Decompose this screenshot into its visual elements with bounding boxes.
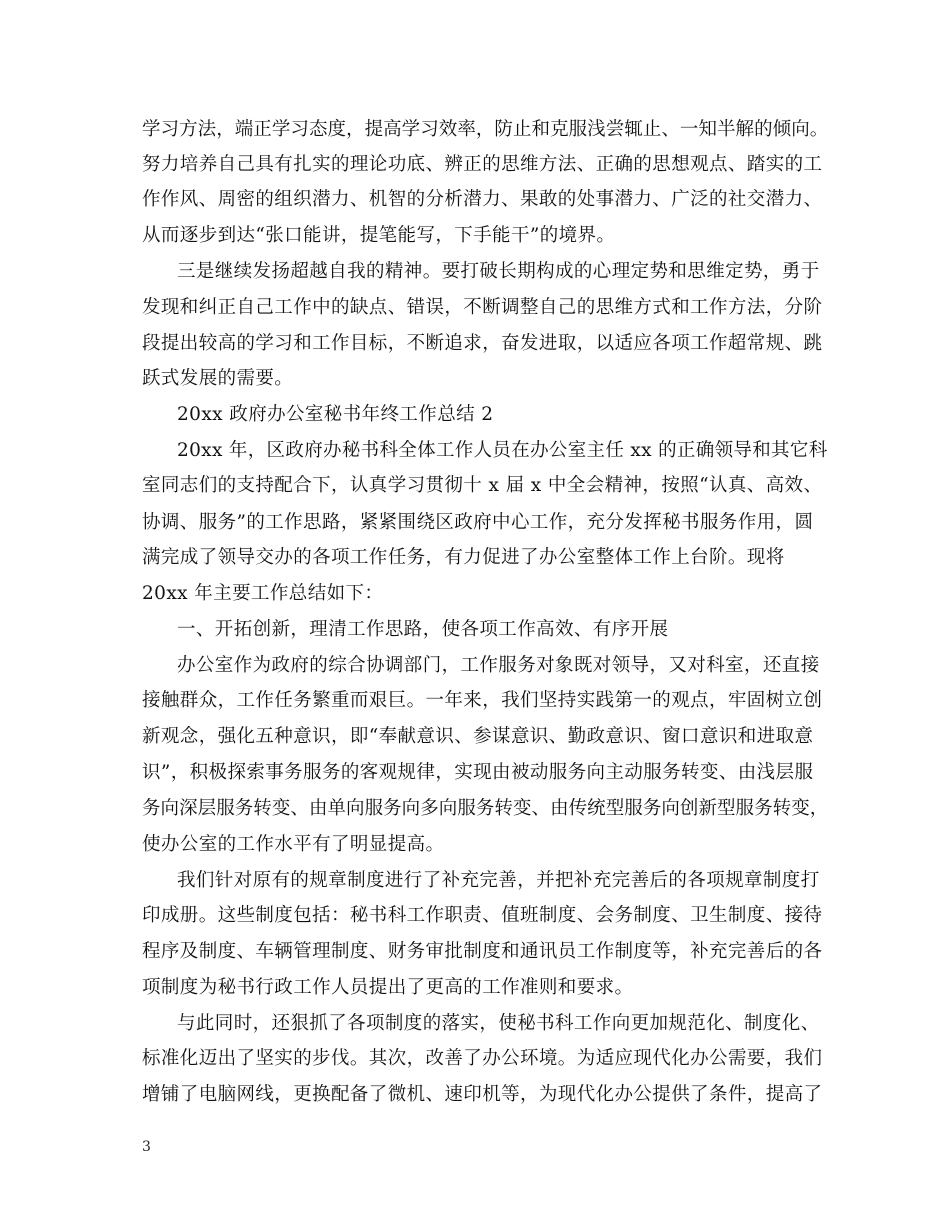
paragraph-start-line: 20xx 年，区政府办秘书科全体工作人员在办公室主任 xx 的正确领导和其它科	[177, 440, 828, 461]
page-number: 3	[142, 1139, 151, 1155]
text-line: 满完成了领导交办的各项工作任务，有力促进了办公室整体工作上台阶。现将	[142, 547, 785, 568]
text-line: 跃式发展的需要。	[142, 368, 294, 389]
text-line: 使办公室的工作水平有了明显提高。	[142, 834, 445, 855]
text-line: 新观念，强化五种意识，即“奉献意识、参谋意识、勤政意识、窗口意识和进取意	[142, 726, 814, 747]
text-line: 务向深层服务转变、由单向服务向多向服务转变、由传统型服务向创新型服务转变，	[142, 798, 829, 819]
paragraph-start-line: 三是继续发扬超越自我的精神。要打破长期构成的心理定势和思维定势，勇于	[177, 261, 820, 282]
text-line: 室同志们的支持配合下，认真学习贯彻十 x 届 x 中全会精神，按照“认真、高效、	[142, 475, 823, 496]
text-line: 作作风、周密的组织潜力、机智的分析潜力、果敢的处事潜力、广泛的社交潜力、	[142, 189, 823, 210]
paragraph-start-line: 与此同时，还狠抓了各项制度的落实，使秘书科工作向更加规范化、制度化、	[177, 1013, 820, 1034]
text-line: 协调、服务”的工作思路，紧紧围绕区政府中心工作，充分发挥秘书服务作用，圆	[142, 512, 814, 533]
section-title: 20xx 政府办公室秘书年终工作总结 2	[177, 404, 494, 425]
paragraph-start-line: 我们针对原有的规章制度进行了补充完善，并把补充完善后的各项规章制度打	[177, 870, 820, 891]
text-line: 段提出较高的学习和工作目标，不断追求，奋发进取，以适应各项工作超常规、跳	[142, 333, 823, 354]
text-line: 增铺了电脑网线，更换配备了微机、速印机等，为现代化办公提供了条件，提高了	[142, 1084, 823, 1105]
text-line: 学习方法，端正学习态度，提高学习效率，防止和克服浅尝辄止、一知半解的倾向。	[142, 119, 829, 140]
text-line: 印成册。这些制度包括：秘书科工作职责、值班制度、会务制度、卫生制度、接待	[142, 905, 823, 926]
text-line: 标准化迈出了坚实的步伐。其次，改善了办公环境。为适应现代化办公需要，我们	[142, 1048, 823, 1069]
text-line: 发现和纠正自己工作中的缺点、错误，不断调整自己的思维方式和工作方法，分阶	[142, 297, 823, 318]
text-line: 20xx 年主要工作总结如下：	[142, 583, 384, 604]
text-line: 从而逐步到达“张口能讲，提笔能写，下手能干”的境界。	[142, 225, 616, 246]
text-line: 努力培养自己具有扎实的理论功底、辨正的思维方法、正确的思想观点、踏实的工	[142, 154, 823, 175]
text-line: 接触群众，工作任务繁重而艰巨。一年来，我们坚持实践第一的观点，牢固树立创	[142, 690, 823, 711]
text-line: 项制度为秘书行政工作人员提出了更高的工作准则和要求。	[142, 977, 634, 998]
subheading: 一、开拓创新，理清工作思路，使各项工作高效、有序开展	[177, 619, 669, 640]
paragraph-start-line: 办公室作为政府的综合协调部门，工作服务对象既对领导，又对科室，还直接	[177, 655, 820, 676]
text-line: 识”，积极探索事务服务的客观规律，实现由被动服务向主动服务转变、由浅层服	[142, 762, 814, 783]
text-line: 程序及制度、车辆管理制度、财务审批制度和通讯员工作制度等，补充完善后的各	[142, 941, 823, 962]
